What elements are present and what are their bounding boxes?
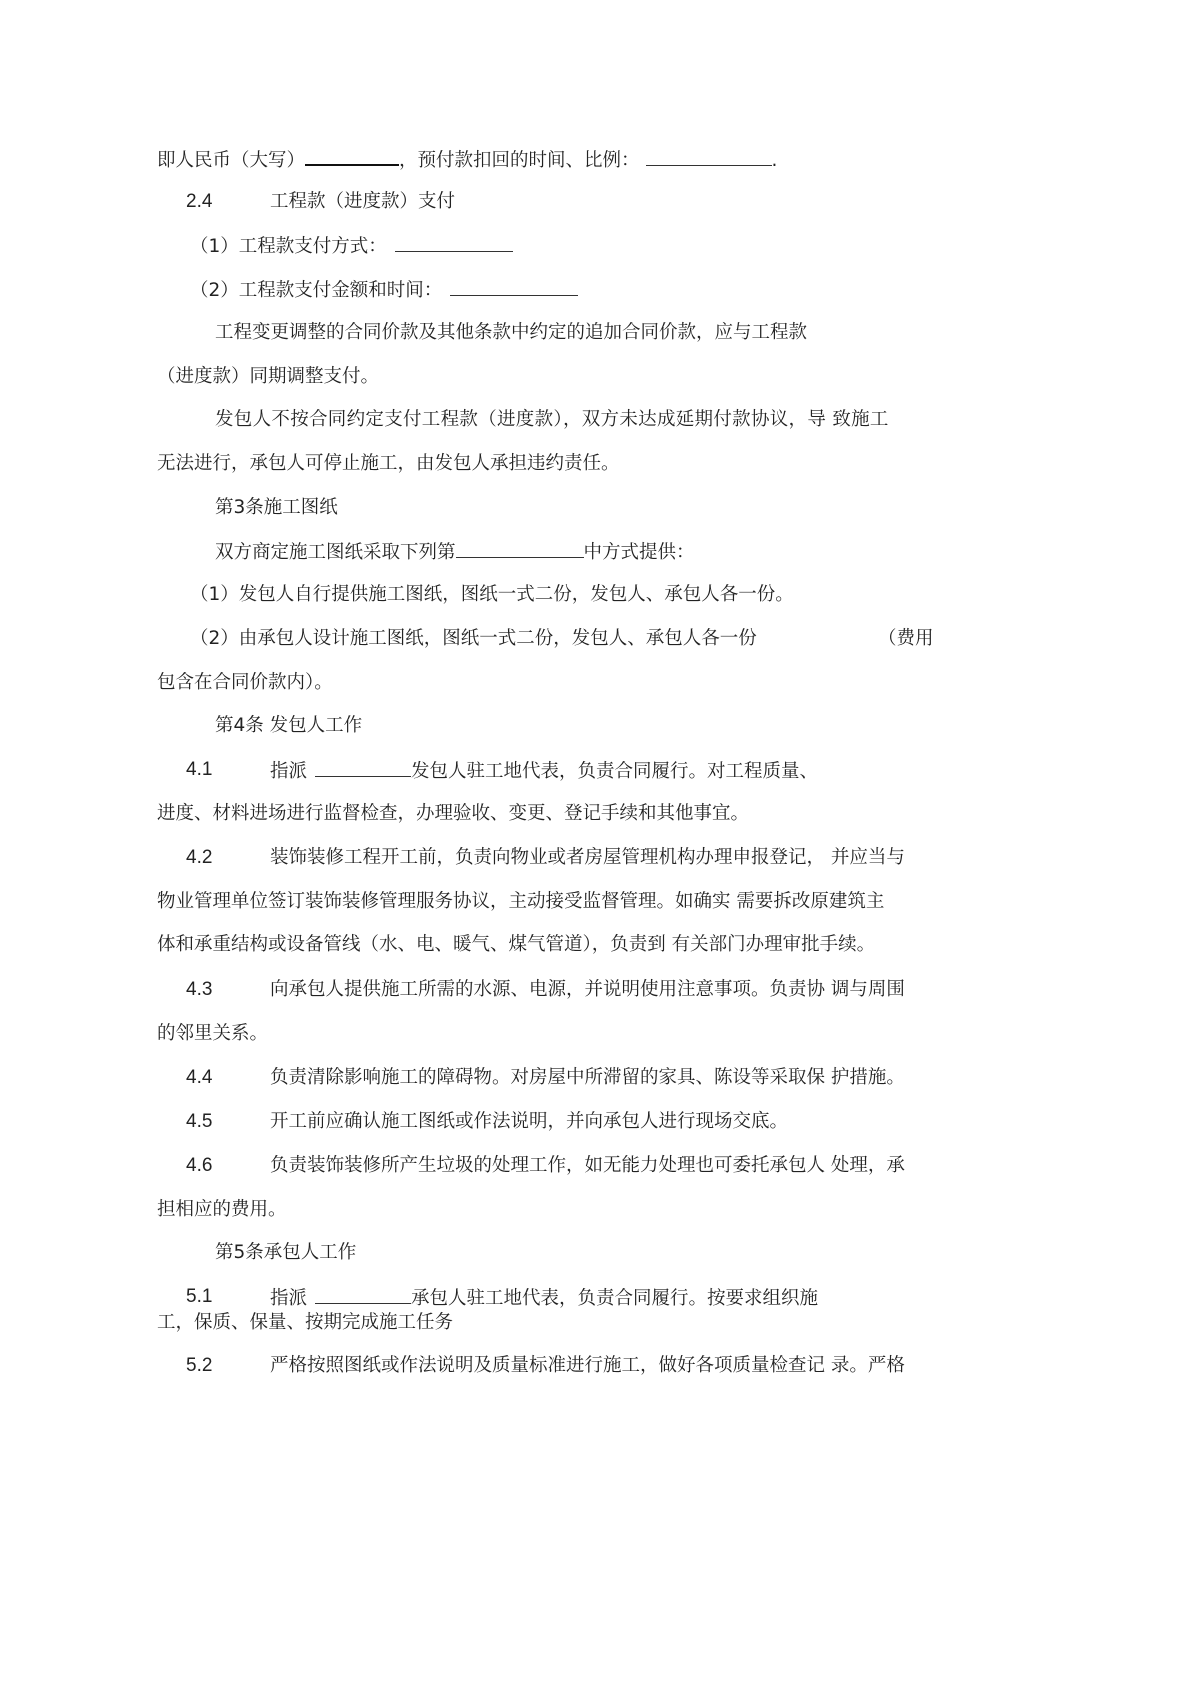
item-text: 严格按照图纸或作法说明及质量标准进行施工，做好各项质量检查记 录。严格	[270, 1355, 905, 1376]
text: 承包人驻工地代表，负责合同履行。按要求组织施	[411, 1288, 819, 1309]
drawing-method-line	[215, 539, 695, 565]
label: （1）	[190, 236, 239, 257]
item-number: 4.1	[186, 759, 213, 780]
amount-blank[interactable]	[305, 146, 399, 166]
section-number: 2.4	[186, 191, 213, 212]
text: 工程款支付方式：	[238, 236, 387, 257]
ratio-blank[interactable]	[646, 147, 772, 166]
label: （2）	[190, 628, 239, 649]
text: ，预付款扣回的时间、比例：	[399, 150, 640, 171]
payment-method-blank[interactable]	[395, 233, 513, 252]
label: （1）	[190, 584, 239, 605]
label: （2）	[190, 280, 239, 301]
article-title: 第3条施工图纸	[215, 497, 338, 518]
item-number: 5.2	[186, 1355, 213, 1376]
item-text: 负责装饰装修所产生垃圾的处理工作，如无能力处理也可委托承包人 处理，承	[270, 1155, 905, 1176]
item-cont: 物业管理单位签订装饰装修管理服务协议，主动接受监督管理。如确实 需要拆改原建筑主	[157, 891, 885, 912]
text: 发包人驻工地代表，负责合同履行。对工程质量、	[411, 761, 819, 782]
prepayment-line	[157, 146, 777, 173]
item-cont: 工，保质、保量、按期完成施工任务	[157, 1312, 454, 1333]
item-number: 4.5	[186, 1111, 213, 1132]
text: 工程款支付金额和时间：	[238, 280, 443, 301]
option-2-cont: 包含在合同价款内）。	[157, 672, 333, 693]
representative-blank[interactable]	[315, 1285, 411, 1304]
item-cont: 进度、材料进场进行监督检查，办理验收、变更、登记手续和其他事宜。	[157, 803, 750, 824]
item-cont: 体和承重结构或设备管线（水、电、暖气、煤气管道），负责到 有关部门办理审批手续。	[157, 934, 876, 955]
representative-blank[interactable]	[315, 758, 411, 777]
item-text: 向承包人提供施工所需的水源、电源，并说明使用注意事项。负责协 调与周围	[270, 979, 905, 1000]
text: 指派	[270, 1288, 308, 1309]
item-cont: 的邻里关系。	[157, 1023, 269, 1044]
text: 指派	[270, 761, 308, 782]
item-number: 4.2	[186, 847, 213, 868]
item-number: 5.1	[186, 1286, 213, 1307]
item-text	[270, 1285, 818, 1311]
text: 发包人自行提供施工图纸，图纸一式二份，发包人、承包人各一份。	[238, 584, 794, 605]
text: 中方式提供：	[583, 542, 695, 563]
item-number: 4.3	[186, 979, 213, 1000]
paragraph: 无法进行，承包人可停止施工，由发包人承担违约责任。	[157, 453, 620, 474]
option-2-tail: （费用	[878, 628, 934, 649]
text: 双方商定施工图纸采取下列第	[215, 542, 456, 563]
article-title: 第5条承包人工作	[215, 1242, 357, 1263]
text: 即人民币（大写）	[157, 150, 306, 171]
item-number: 4.4	[186, 1067, 213, 1088]
paragraph: 工程变更调整的合同价款及其他条款中约定的追加合同价款，应与工程款	[215, 322, 808, 343]
item-number: 4.6	[186, 1155, 213, 1176]
option-2	[190, 627, 757, 651]
option-1	[190, 583, 794, 607]
item-cont: 担相应的费用。	[157, 1199, 287, 1220]
item-text: 负责清除影响施工的障碍物。对房屋中所滞留的家具、陈设等采取保 护措施。	[270, 1067, 905, 1088]
paragraph: 发包人不按合同约定支付工程款（进度款），双方未达成延期付款协议，导 致施工	[215, 409, 889, 430]
payment-amount-line	[190, 277, 578, 303]
item-text: 开工前应确认施工图纸或作法说明，并向承包人进行现场交底。	[270, 1111, 789, 1132]
text: 由承包人设计施工图纸，图纸一式二份，发包人、承包人各一份	[238, 628, 757, 649]
item-text: 装饰装修工程开工前，负责向物业或者房屋管理机构办理申报登记， 并应当与	[270, 847, 905, 868]
paragraph: （进度款）同期调整支付。	[157, 366, 380, 387]
item-text	[270, 758, 818, 784]
payment-amount-blank[interactable]	[450, 277, 578, 296]
section-title: 工程款（进度款）支付	[270, 191, 456, 212]
payment-method-line	[190, 233, 513, 259]
article-title: 第4条 发包人工作	[215, 715, 363, 736]
text: .	[771, 150, 778, 171]
option-blank[interactable]	[456, 539, 584, 558]
